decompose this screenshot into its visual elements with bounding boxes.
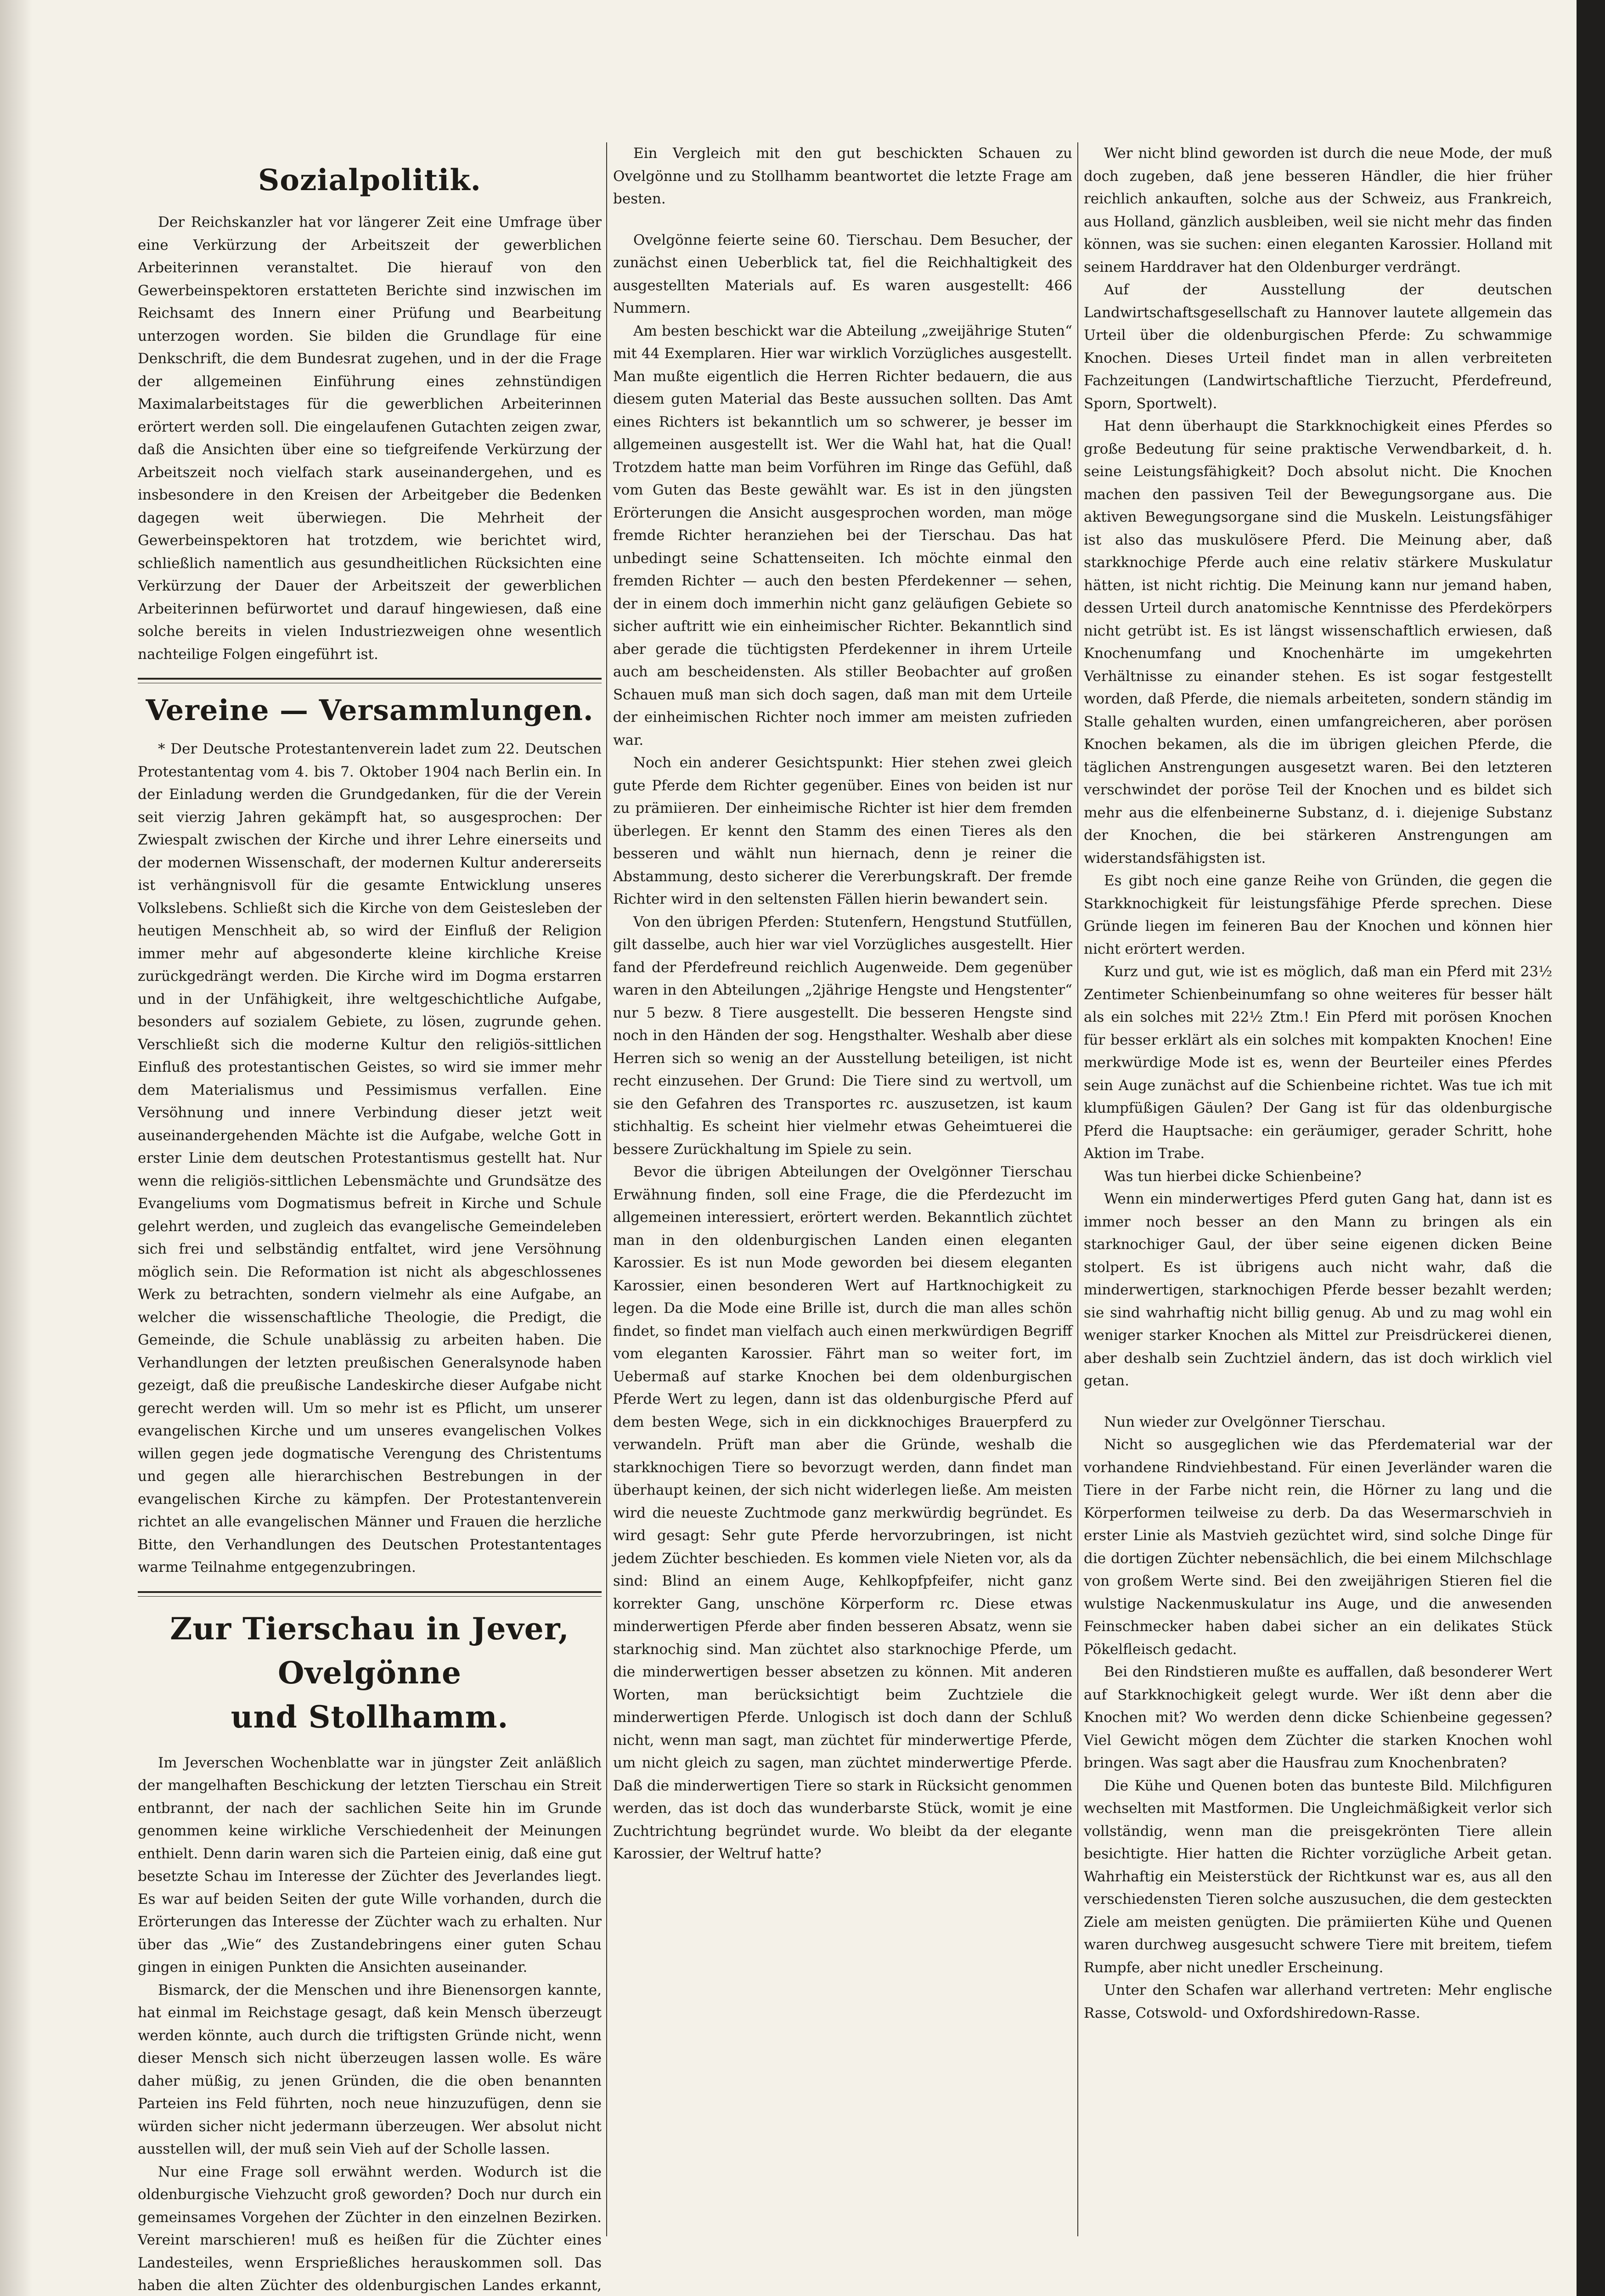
tierschau-title-line-1: Zur Tierschau in Jever, Ovelgönne xyxy=(170,1610,569,1691)
vereine-title: Vereine — Versammlungen. xyxy=(146,693,594,727)
column-3 xyxy=(1084,142,1552,2236)
tierschau-paragraph: Im Jeverschen Wochenblatte war in jüngster Zeit anläßlich der mangelhaften Beschickung der letzten Tierschau ein Streit entbrannt, der nach der sachlichen Seite hin im Grunde genommen keine wirkliche Verschiedenheit der Meinungen enthielt. Denn darin waren sich die Parteien einig, daß eine gut besetzte Schau im Interesse der Züchter des Jeverlandes liegt. Es war auf beiden Seiten der gute Wille vorhanden, durch die Erörterungen das Interesse der Züchter wach zu erhalten. Nur über das „Wie“ des Zustandebringens einer guten Schau gingen in einigen Punkten die Ansichten auseinander. xyxy=(138,1754,602,1975)
tierschau-paragraph: Ein Vergleich mit den gut beschickten Schauen zu Ovelgönne und zu Stollhamm beantwortet die letzte Frage am besten. xyxy=(613,145,1072,207)
tierschau-paragraph: Bismarck, der die Menschen und ihre Bienensorgen kannte, hat einmal im Reichstage gesagt, daß kein Mensch überzeugt werden könnte, auch durch die triftigsten Gründe nicht, wenn dieser Mensch sich nicht überzeugen lassen wolle. Es wäre daher müßig, zu jenen Gründen, die die oben benannten Parteien ins Feld führten, noch neue hinzuzufügen, denn sie würden sicher nicht jedermann überzeugen. Wer absolut nicht ausstellen will, der muß sein Vieh auf der Scholle lassen. xyxy=(138,1981,602,2157)
paragraph-gap xyxy=(1084,1393,1552,1411)
newspaper-page xyxy=(138,142,1557,2294)
tierschau-paragraph: Auf der Ausstellung der deutschen Landwirtschaftsgesellschaft zu Hannover lautete allgemein das Urteil über die oldenburgischen Pferde: Zu schwammige Knochen. Dieses Urteil findet man in allen verbreiteten Fachzeitungen (Landwirtschaftliche Tierzucht, Pferdefreund, Sporn, Sportwelt). xyxy=(1084,281,1552,412)
tierschau-paragraph: Von den übrigen Pferden: Stutenfern, Hengstund Stutfüllen, gilt dasselbe, auch hier war viel Vorzügliches ausgestellt. Hier fand der Pferdefreund reichlich Augenweide. Dem gegenüber waren in den Abteilungen „2jährige Hengste und Hengstenter“ nur 5 bezw. 8 Tiere ausgestellt. Die besseren Hengste sind noch in den Händen der sog. Hengsthalter. Weshalb aber diese Herren sich so wenig an der Ausstellung beteiligen, ist nicht recht einzusehen. Der Grund: Die Tiere sind zu wertvoll, um sie den Gefahren des Transportes rc. auszusetzen, ist kaum stichhaltig. Es scheint hier vielmehr etwas Geheimtuerei die bessere Zurückhaltung im Spiele zu sein. xyxy=(613,913,1072,1158)
tierschau-paragraph: Unter den Schafen war allerhand vertreten: Mehr englische Rasse, Cotswold- und Oxfordshiredown-Rasse. xyxy=(1084,1982,1552,2021)
tierschau-paragraph: Es gibt noch eine ganze Reihe von Gründen, die gegen die Starkknochigkeit für leistungsfähige Pferde sprechen. Diese Gründe liegen im feineren Bau der Knochen und können hier nicht erörtert werden. xyxy=(1084,872,1552,957)
tierschau-paragraph: Nur eine Frage soll erwähnt werden. Wodurch ist die oldenburgische Viehzucht groß geworden? Doch nur durch ein gemeinsames Vorgehen der Züchter in den einzelnen Bezirken. Vereint marschieren! muß es heißen für die Züchter eines Landesteiles, wenn Ersprießliches herauskommen soll. Das haben die alten Züchter des oldenburgischen Landes erkannt, xyxy=(138,2163,602,2294)
column-rule xyxy=(1077,142,1078,2236)
tierschau-paragraph: Noch ein anderer Gesichtspunkt: Hier stehen zwei gleich gute Pferde dem Richter gegenüber. Eines von beiden ist nur zu prämiieren. Der einheimische Richter ist hier dem fremden überlegen. Er kennt den Stamm des einen Tieres als den besseren und wählt nun hiernach, denn je reiner die Abstammung, desto sicherer die Vererbungskraft. Der fremde Richter wird in den seltensten Fällen hierin bewandert sein. xyxy=(613,754,1072,907)
tierschau-paragraph: Die Kühe und Quenen boten das bunteste Bild. Milchfiguren wechselten mit Mastformen. Die Ungleichmäßigkeit verlor sich vollständig, wenn man die preisgekrönten Tiere allein besichtigte. Hier hatten die Richter vorzügliche Arbeit getan. Wahrhaftig ein Meisterstück der Richtkunst war es, aus all den verschiedensten Tieren solche auszusuchen, die dem gesteckten Ziele am meisten genügten. Die prämiierten Kühe und Quenen waren durchweg ausgesucht schwere Tiere mit breitem, tiefem Rumpfe, aber nicht unedler Erscheinung. xyxy=(1084,1777,1552,1976)
vereine-paragraph: * Der Deutsche Protestantenverein ladet zum 22. Deutschen Protestantentag vom 4. bis 7. Oktober 1904 nach Berlin ein. In der Einladung werden die Grundgedanken, für die der Verein seit vierzig Jahren gekämpft hat, so ausgesprochen: Der Zwiespalt zwischen der Kirche und ihrer Lehre einerseits und der modernen Wissenschaft, der modernen Kultur andererseits ist verhängnisvoll für die gesamte Entwicklung unseres Volkslebens. Schließt sich die Kirche von dem Geistesleben der heutigen Menschheit ab, so wird der Einfluß der Religion immer mehr auf abgesonderte kleine kirchliche Kreise zurückgedrängt werden. Die Kirche wird im Dogma erstarren und in der Unfähigkeit, ihre weltgeschichtliche Aufgabe, besonders auf sozialem Gebiete, zu lösen, zugrunde gehen. Verschließt sich die moderne Kultur den religiös-sittlichen Einfluß des protestantischen Geistes, so wird sie immer mehr dem Materialismus und Pessimismus verfallen. Eine Versöhnung und innere Verbindung dieser jetzt weit auseinandergehenden Mächte ist die Aufgabe, welche Gott in erster Linie dem deutschen Protestantismus gestellt hat. Nur wenn die religiös-sittlichen Lebensmächte und Grundsätze des Evangeliums vom Dogmatismus befreit in Kirche und Schule gelehrt werden, und zugleich das evangelische Gemeindeleben sich frei und selbständig entfaltet, wird jene Versöhnung möglich sein. Die Reformation ist nicht als abgeschlossenes Werk zu betrachten, sondern vielmehr als eine Aufgabe, an welcher die wissenschaftliche Theologie, die Predigt, die Gemeinde, die Schule unablässig zu arbeiten haben. Die Verhandlungen der letzten preußischen Generalsynode haben gezeigt, daß die preußische Landeskirche dieser Aufgabe nicht gerecht werden will. Um so mehr ist es Pflicht, um unserer evangelischen Kirche und um unseres evangelischen Volkes willen gegen jede dogmatische Verengung des Christentums und gegen alle hierarchischen Bestrebungen in der evangelischen Kirche zu kämpfen. Der Protestantenverein richtet an alle evangelischen Männer und Frauen die herzliche Bitte, den Verhandlungen des Deutschen Protestantentages warme Teilnahme entgegenzubringen. xyxy=(138,741,602,1576)
tierschau-paragraph: Kurz und gut, wie ist es möglich, daß man ein Pferd mit 23½ Zentimeter Schienbeinumfang so ohne weiteres für besser hält als ein solches mit 22½ Ztm.! Ein Pferd mit porösen Knochen für besser erklärt als ein solches mit kompakten Knochen! Eine merkwürdige Mode ist es, wenn der Beurteiler eines Pferdes sein Auge zunächst auf die Schienbeine richtet. Was tue ich mit klumpfüßigen Gäulen? Der Gang ist für das oldenburgische Pferd die Hauptsache: ein geräumiger, gerader Schritt, hohe Aktion im Trabe. xyxy=(1084,963,1552,1162)
tierschau-paragraph: Bei den Rindstieren mußte es auffallen, daß besonderer Wert auf Starkknochigkeit gelegt wurde. Wer ißt denn aber die Knochen mit? Wo werden denn dicke Schienbeine gegessen? Viel Gewicht mögen dem Züchter die starken Knochen wohl bringen. Was sagt aber die Hausfrau zum Knochenbraten? xyxy=(1084,1664,1552,1771)
tierschau-paragraph: Wer nicht blind geworden ist durch die neue Mode, der muß doch zugeben, daß jene besseren Händler, die hier früher reichlich ankauften, solche aus der Schweiz, aus Frankreich, aus Holland, gänzlich ausbleiben, weil sie nicht mehr das finden können, was sie suchen: einen eleganten Karossier. Holland mit seinem Harddraver hat den Oldenburger verdrängt. xyxy=(1084,145,1552,276)
tierschau-title xyxy=(138,1607,602,1739)
column-rule xyxy=(606,142,607,2236)
tierschau-paragraph: Was tun hierbei dicke Schienbeine? xyxy=(1104,1168,1362,1185)
tierschau-paragraph: Bevor die übrigen Abteilungen der Ovelgönner Tierschau Erwähnung finden, soll eine Frage, die die Pferdezucht im allgemeinen interessiert, erörtert werden. Bekanntlich züchtet man in den oldenburgischen Landen einen eleganten Karossier. Es ist nun Mode geworden bei diesem eleganten Karossier, einen besonderen Wert auf Hartknochigkeit zu legen. Da die Mode eine Brille ist, durch die man alles schön findet, so findet man vielfach auch einen merkwürdigen Begriff vom eleganten Karossier. Fährt man so weiter fort, im Uebermaß auf starke Knochen bei dem oldenburgischen Pferde Wert zu legen, dann ist das oldenburgische Pferd auf dem besten Wege, sich in ein dickknochiges Brauerpferd zu verwandeln. Prüft man aber die Gründe, weshalb die starkknochigen Tiere so bevorzugt werden, dann findet man überhaupt keinen, der sich nicht widerlegen ließe. Am meisten wird die neueste Zuchtmode ganz merkwürdig begründet. Es wird gesagt: Sehr gute Pferde hervorzubringen, ist nicht jedem Züchter beschieden. Es kommen viele Nieten vor, als da sind: Blind an einem Auge, Kehlkopfpfeifer, nicht ganz korrekter Gang, unschöne Körperform rc. Diese etwas minderwertigen Pferde aber finden besseren Absatz, wenn sie starknochig sind. Man züchtet also starknochige Pferde, um die minderwertigen besser absetzen zu können. Mit anderen Worten, man berücksichtigt beim Zuchtziele die minderwertigen Pferde. Unlogisch ist doch dann der Schluß nicht, wenn man sagt, man züchtet für minderwertige Pferde, um nicht gleich zu sagen, man züchtet minderwertige Pferde. Daß die minderwertigen Tiere so stark in Rücksicht genommen werden, das ist doch das wunderbarste Stück, womit je eine Zuchtrichtung begründet wurde. Wo bleibt da der elegante Karossier, der Weltruf hatte? xyxy=(613,1164,1072,1862)
scan-margin-left xyxy=(0,0,32,2296)
scan-margin-right xyxy=(1577,0,1605,2296)
tierschau-paragraph: Nun wieder zur Ovelgönner Tierschau. xyxy=(1104,1413,1386,1430)
column-1 xyxy=(138,142,602,2294)
paragraph-gap xyxy=(613,211,1072,229)
tierschau-paragraph: Ovelgönne feierte seine 60. Tierschau. Dem Besucher, der zunächst einen Ueberblick tat, fiel die Reichhaltigkeit des ausgestellten Materials auf. Es waren ausgestellt: 466 Nummern. xyxy=(613,231,1072,316)
tierschau-paragraph: Nicht so ausgeglichen wie das Pferdematerial war der vorhandene Rindviehbestand. Für einen Jeverländer waren die Tiere in der Farbe nicht rein, die Hörner zu lang und die Körperformen teilweise zu derb. Da das Wesermarschvieh in erster Linie als Mastvieh gezüchtet wird, sind solche Dinge für die dortigen Züchter nebensächlich, die bei einem Milchschlage von großem Werte sind. Bei den zweijährigen Stieren fiel die wulstige Nackenmuskulatur ins Auge, und die anwesenden Feinschmecker haben dabei sicher an ein delikates Stück Pökelfleisch gedacht. xyxy=(1084,1436,1552,1658)
tierschau-paragraph: Am besten beschickt war die Abteilung „zweijährige Stuten“ mit 44 Exemplaren. Hier war wirklich Vorzügliches ausgestellt. Man mußte eigentlich die Herren Richter bedauern, die aus diesem guten Material das Beste aussuchen sollten. Das Amt eines Richters ist bekanntlich um so schwerer, je besser im allgemeinen ausgestellt ist. Wer die Wahl hat, hat die Qual! Trotzdem hatte man beim Vorführen im Ringe das Gefühl, daß vom Guten das Beste gewählt war. Es ist in den jüngsten Erörterungen die Ansicht ausgesprochen worden, man möge fremde Richter heranziehen bei der Tierschau. Das hat unbedingt seine Schattenseiten. Ich möchte einmal den fremden Richter — auch den besten Pferdekenner — sehen, der in einem doch immerhin nicht ganz geläufigen Gebiete so sicher auftritt wie ein einheimischer Richter. Bekanntlich sind aber gerade die tüchtigsten Pferdekenner in ihrem Urteile auch am bescheidensten. Als stiller Beobachter auf großen Schauen muß man sich doch sagen, daß man mit dem Urteile der einheimischen Richter noch immer am meisten zufrieden war. xyxy=(613,322,1072,748)
sozialpolitik-paragraph: Der Reichskanzler hat vor längerer Zeit eine Umfrage über eine Verkürzung der Arbeitszeit der gewerblichen Arbeiterinnen veranstaltet. Die hierauf von den Gewerbeinspektoren erstatteten Berichte sind inzwischen im Reichsamt des Innern einer Prüfung und Bearbeitung unterzogen worden. Sie bilden die Grundlage für eine Denkschrift, die dem Bundesrat zugehen, und in der die Frage der allgemeinen Einführung eines zehnstündigen Maximalarbeitstages für die gewerblichen Arbeiterinnen erörtert werden soll. Die eingelaufenen Gutachten zeigen zwar, daß die Ansichten über eine so tiefgreifende Verkürzung der Arbeitszeit noch vielfach stark auseinandergehen, und es insbesondere in den Kreisen der Arbeitgeber die Bedenken dagegen weit überwiegen. Die Mehrheit der Gewerbeinspektoren hat trotzdem, wie berichtet wird, schließlich namentlich aus gesundheitlichen Rücksichten eine Verkürzung der Dauer der Arbeitszeit der gewerblichen Arbeiterinnen befürwortet und darauf hingewiesen, daß eine solche bereits in vielen Industriezweigen ohne wesentlich nachteilige Folgen eingeführt ist. xyxy=(138,214,602,663)
sozialpolitik-title: Sozialpolitik. xyxy=(258,163,481,197)
column-2 xyxy=(613,142,1072,2236)
section-divider xyxy=(138,678,602,683)
tierschau-title-line-2: und Stollhamm. xyxy=(231,1699,509,1735)
tierschau-paragraph: Wenn ein minderwertiges Pferd guten Gang hat, dann ist es immer noch besser an den Mann zu bringen als ein starknochiger Gaul, der über seine eigenen dicken Beine stolpert. Es ist übrigens auch nicht wahr, daß die minderwertigen, starknochigen Pferde besser bezahlt werden; sie sind wahrhaftig nicht billig genug. Ab und zu mag wohl ein weniger starker Knochen als Mittel zur Preisdrückerei dienen, aber deshalb sein Zuchtziel ändern, das ist doch wirklich viel getan. xyxy=(1084,1191,1552,1389)
tierschau-paragraph: Hat denn überhaupt die Starkknochigkeit eines Pferdes so große Bedeutung für seine praktische Verwendbarkeit, d. h. seine Leistungsfähigkeit? Doch absolut nicht. Die Knochen machen den passiven Teil der Bewegungsorgane aus. Die aktiven Bewegungsorgane sind die Muskeln. Leistungsfähiger ist also das muskulösere Pferd. Die Meinung aber, daß starkknochige Pferde auch eine relativ stärkere Muskulatur hätten, ist nicht richtig. Die Meinung kann nur jemand haben, dessen Urteil durch anatomische Kenntnisse des Pferdekörpers nicht getrübt ist. Es ist längst wissenschaftlich erwiesen, daß Knochenumfang und Knochenhärte im umgekehrten Verhältnisse zu einander stehen. Es ist sogar festgestellt worden, daß Pferde, die niemals arbeiteten, sondern ständig im Stalle gehalten wurden, einen umfangreicheren, aber porösen Knochen bekamen, als die im übrigen gleichen Pferde, die täglichen Anstrengungen ausgesetzt waren. Bei den letzteren verschwindet der poröse Teil der Knochen und es bildet sich mehr aus die elfenbeinerne Substanz, d. i. diejenige Substanz der Knochen, die bei stärkeren Anstrengungen am widerstandsfähigsten ist. xyxy=(1084,418,1552,867)
section-divider xyxy=(138,1591,602,1597)
